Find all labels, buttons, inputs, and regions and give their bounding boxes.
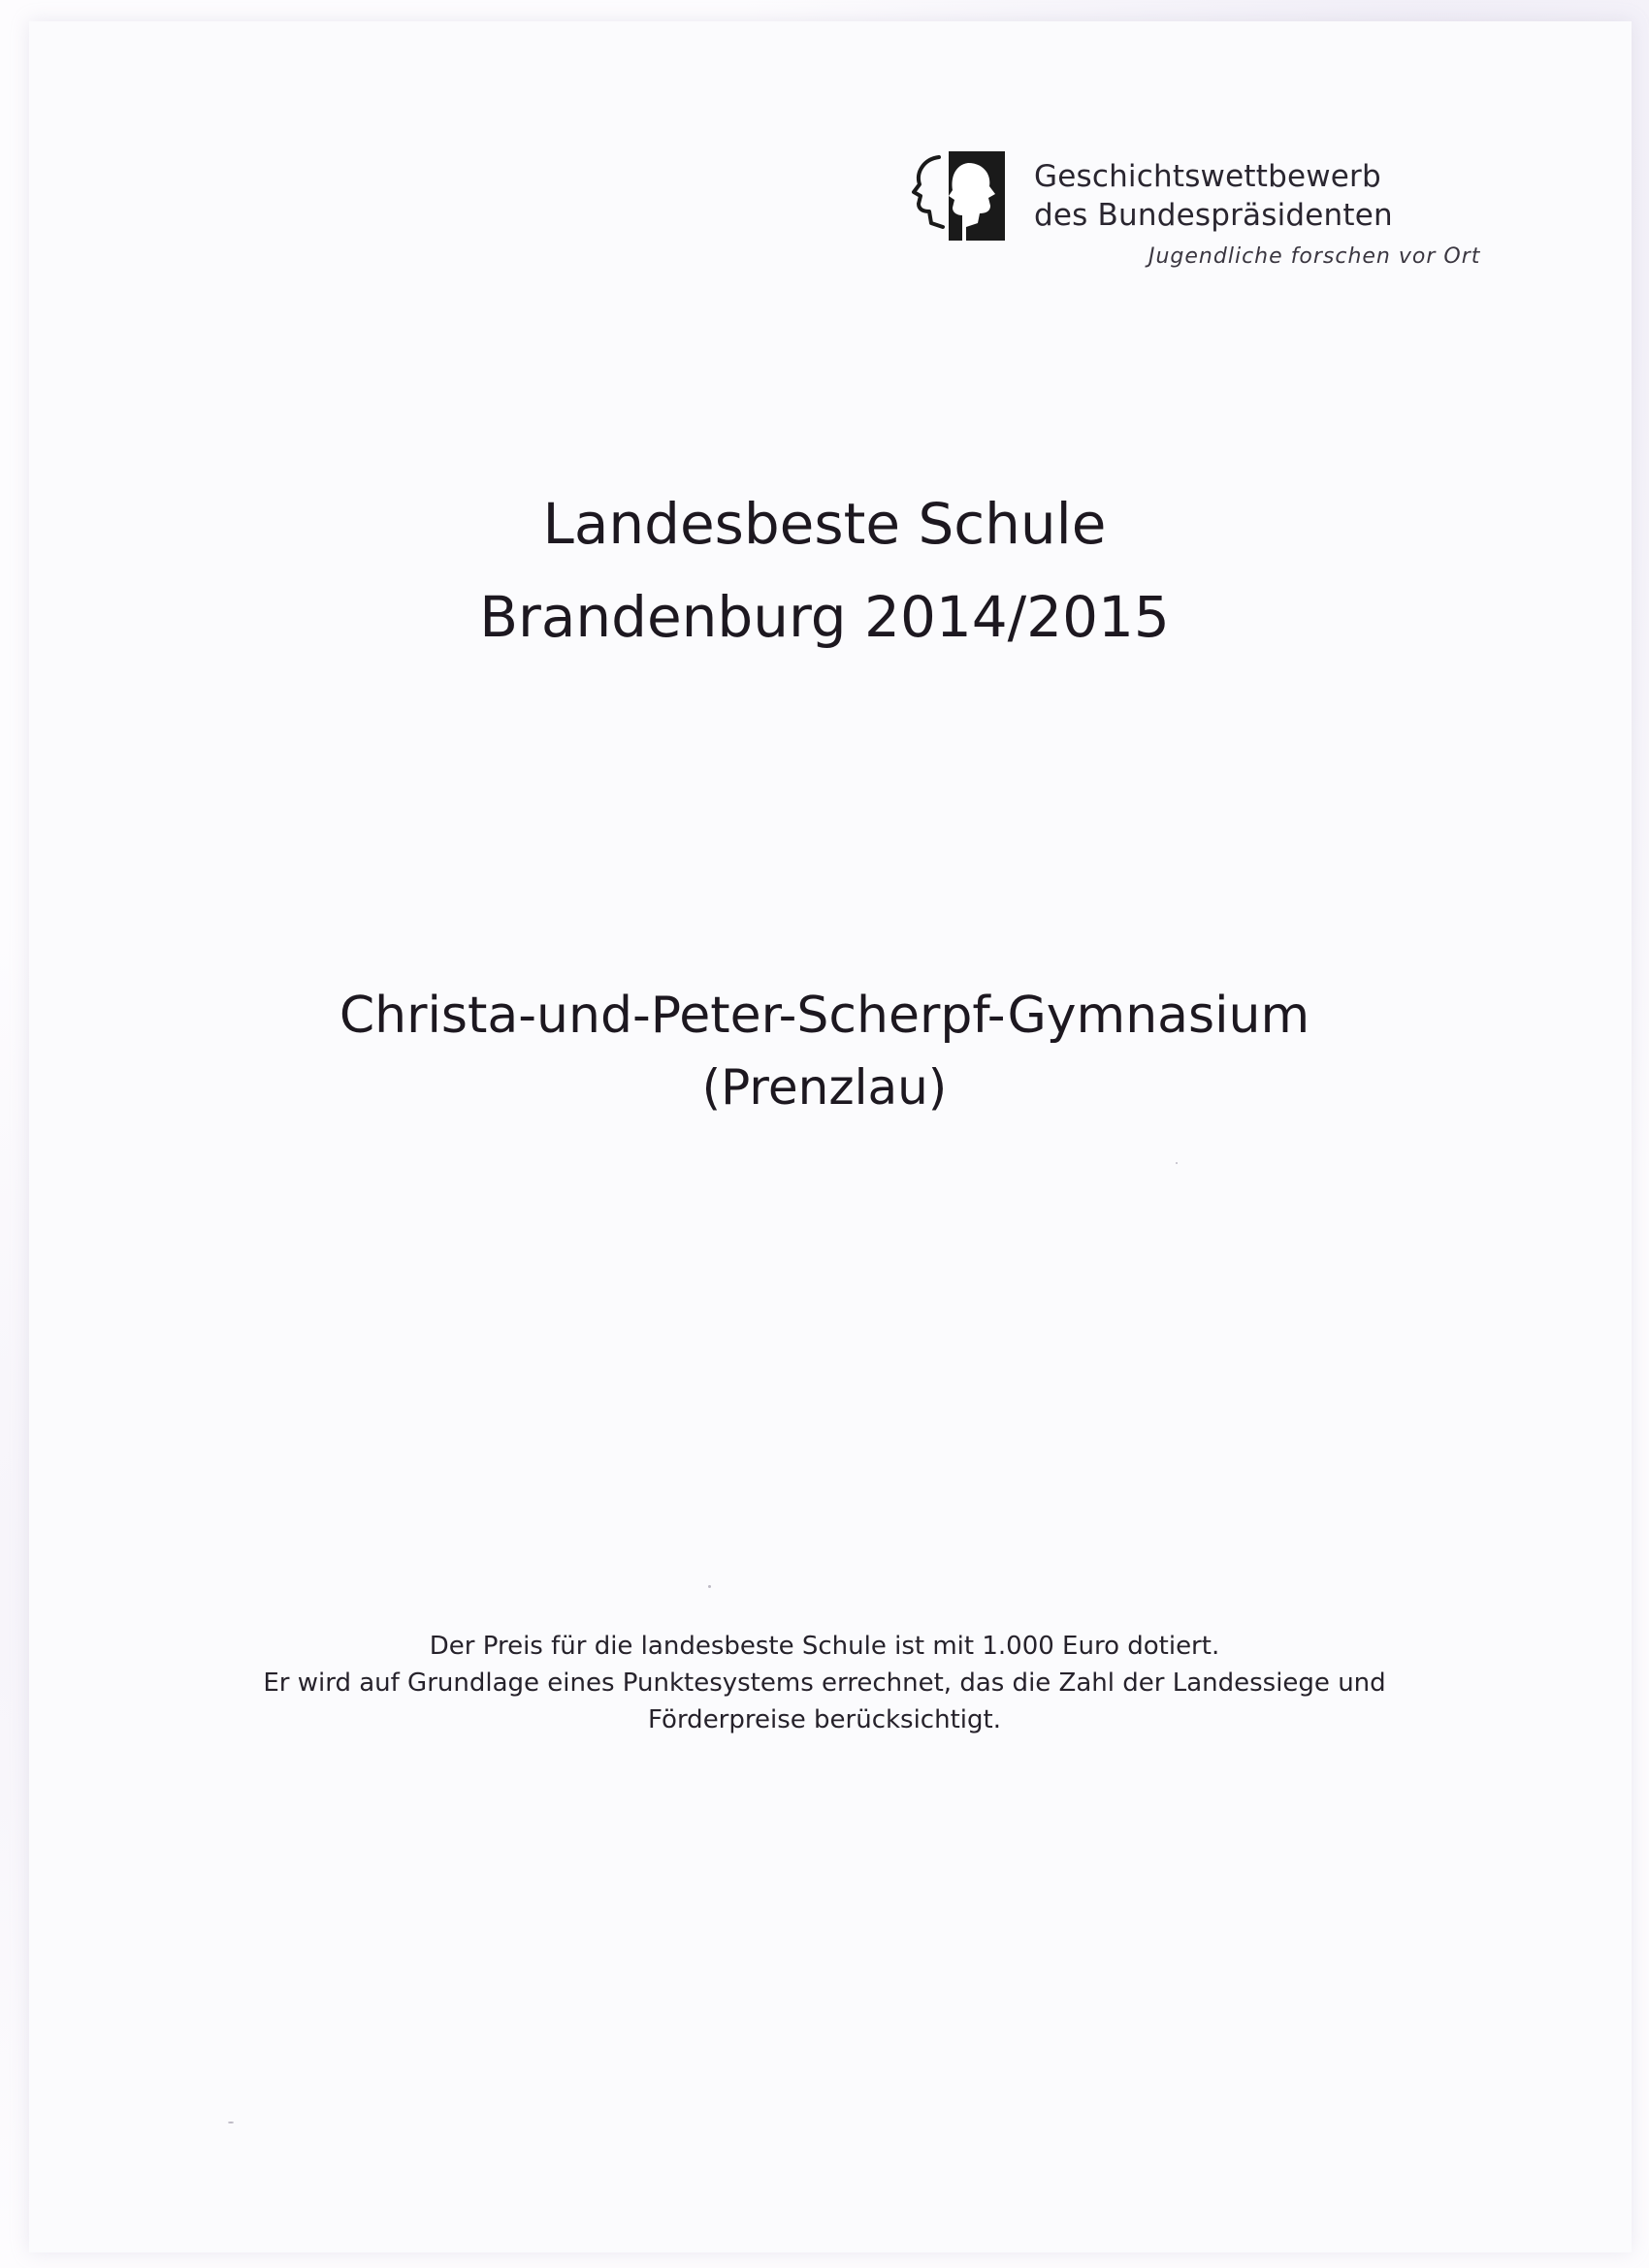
scan-speck <box>708 1585 711 1588</box>
title-line-1: Landesbeste Schule <box>542 491 1107 557</box>
school-city: (Prenzlau) <box>701 1059 948 1116</box>
note-line-2: Er wird auf Grundlage eines Punktesystems errechnet, das die Zahl der Landessiege und <box>263 1669 1386 1698</box>
school-heading <box>0 980 1649 1123</box>
prize-note <box>0 1628 1649 1738</box>
competition-logo <box>910 149 1492 285</box>
scan-speck <box>228 2122 234 2123</box>
scan-speck <box>1176 1162 1178 1164</box>
document-page <box>29 21 1632 2252</box>
logo-title-line2: des Bundespräsidenten <box>1034 198 1393 233</box>
school-name: Christa-und-Peter-Scherpf-Gymnasium <box>339 987 1310 1045</box>
note-line-3: Förderpreise berücksichtigt. <box>648 1705 1001 1734</box>
title-line-2: Brandenburg 2014/2015 <box>479 584 1170 650</box>
logo-title-line1: Geschichtswettbewerb <box>1034 159 1381 194</box>
two-profile-heads-logo-icon <box>910 149 1007 243</box>
logo-tagline: Jugendliche forschen vor Ort <box>1148 244 1481 269</box>
note-line-1: Der Preis für die landesbeste Schule ist mit 1.000 Euro dotiert. <box>429 1632 1220 1661</box>
document-title <box>0 477 1649 664</box>
